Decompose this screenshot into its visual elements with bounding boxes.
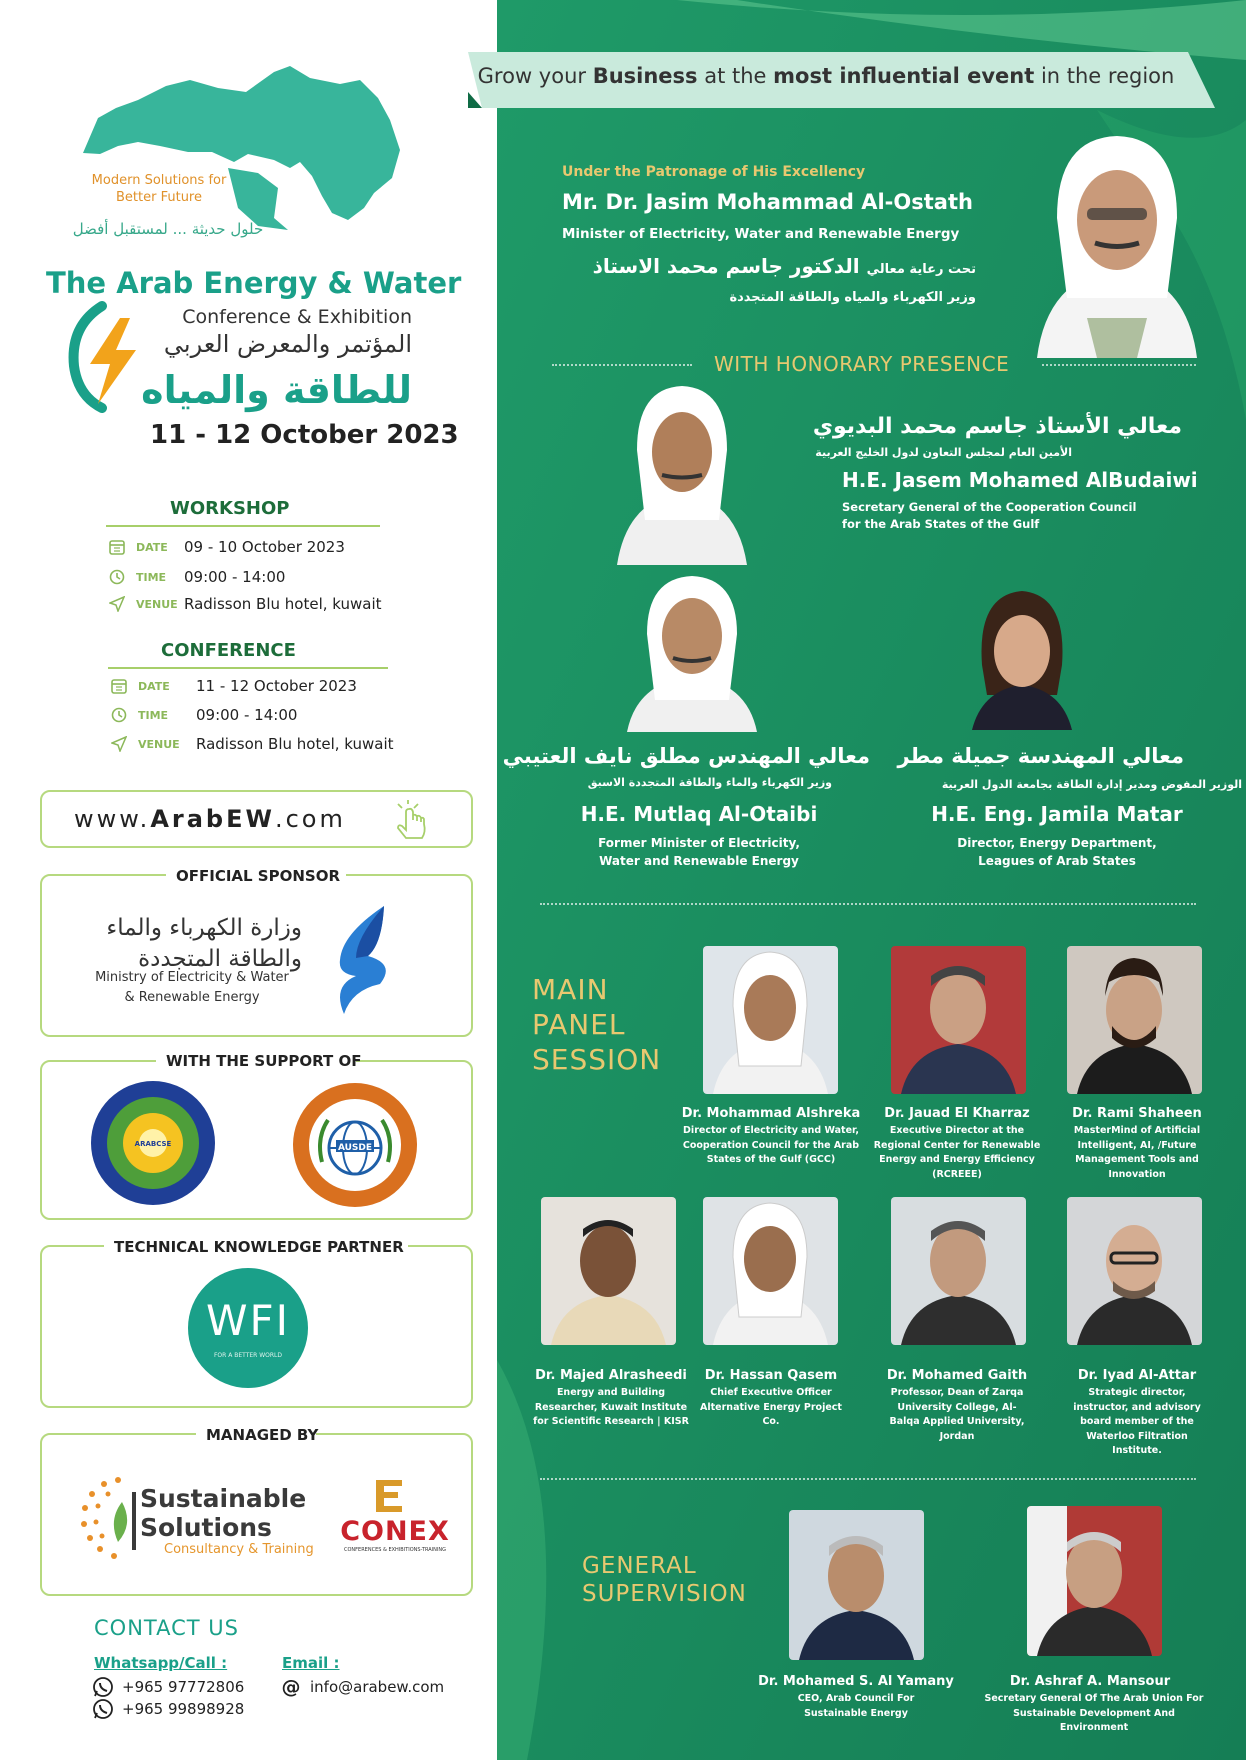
speaker-name: Dr. Mohamed Gaith: [886, 1368, 1028, 1383]
albudaiwi-role-line2: for the Arab States of the Gulf: [842, 517, 1040, 531]
workshop-date-label: DATE: [136, 540, 168, 554]
al-yamany-photo: [789, 1510, 924, 1660]
patron-role: Minister of Electricity, Water and Renewable Energy: [562, 226, 960, 242]
conference-date-row: [108, 674, 357, 698]
alotaibi-name: H.E. Mutlaq Al-Otaibi: [580, 802, 818, 826]
workshop-time-row: [106, 565, 285, 589]
ministry-name-arabic-line2: والطاقة المتجددة: [138, 946, 302, 972]
official-sponsor-title: OFFICIAL SPONSOR: [166, 867, 346, 885]
at-sign-icon: @: [281, 1676, 301, 1698]
patron-portrait: [1017, 128, 1217, 358]
alshreka-photo: [703, 946, 838, 1094]
sustainable-solutions-tagline: Consultancy & Training: [164, 1542, 314, 1557]
supervisor-role: CEO, Arab Council For Sustainable Energy: [797, 1693, 915, 1719]
el-kharraz-photo: [891, 946, 1026, 1094]
supervisor-name: Dr. Mohamed S. Al Yamany: [758, 1674, 954, 1689]
conference-heading: CONFERENCE: [161, 640, 296, 661]
matar-name-arabic: معالي المهندسة جميلة مطر: [897, 744, 1184, 768]
conex-logo-sub: CONFERENCES & EXHIBITIONS-TRAINING: [344, 1547, 446, 1553]
matar-role-line2: Leagues of Arab States: [978, 854, 1136, 868]
shaheen-photo: [1067, 946, 1202, 1094]
whatsapp-icon: [92, 1698, 114, 1720]
speaker-name: Dr. Iyad Al-Attar: [1077, 1368, 1197, 1383]
sustainable-solutions-logo: [78, 1472, 148, 1562]
hand-pointer-icon: [388, 798, 434, 844]
conference-venue-label: VENUE: [138, 737, 180, 751]
matar-role-arabic: الوزير المفوض ومدير إدارة الطاقة بجامعة الدول العربية: [941, 778, 1242, 791]
workshop-time-label: TIME: [136, 570, 167, 584]
albudaiwi-name: H.E. Jasem Mohamed AlBudaiwi: [842, 468, 1198, 492]
albudaiwi-name-arabic: معالي الأستاذ جاسم محمد البديوي: [812, 414, 1182, 439]
patron-role-arabic: وزير الكهرباء والمياه والطاقة المتجددة: [729, 290, 976, 305]
albudaiwi-role-line1: Secretary General of the Cooperation Council: [842, 500, 1137, 514]
patron-arabic-line: تحت رعاية معالي الدكتور جاسم محمد الاستاذ: [592, 254, 976, 278]
speaker-role: MasterMind of Artificial Intelligent, AI, /Future Management Tools and Innovation: [1073, 1125, 1201, 1180]
alotaibi-role-line1: Former Minister of Electricity,: [598, 836, 800, 850]
event-title-english: The Arab Energy & Water: [46, 266, 462, 300]
patron-intro: Under the Patronage of His Excellency: [562, 164, 866, 180]
clock-icon: [108, 706, 130, 724]
speaker-role: Strategic director, instructor, and advisory board member of the Waterloo Filtration Institute.: [1073, 1387, 1201, 1456]
event-dates: 11 - 12 October 2023: [150, 420, 459, 450]
alotaibi-role-arabic: وزير الكهرباء والماء والطاقة المتجددة الاسبق: [587, 776, 832, 789]
website-link[interactable]: www.ArabEW.com: [74, 805, 346, 833]
workshop-venue-row: [106, 592, 382, 616]
workshop-time-value: 09:00 - 14:00: [184, 568, 286, 586]
workshop-date-row: [106, 535, 345, 559]
patron-name: Mr. Dr. Jasim Mohammad Al-Ostath: [562, 190, 973, 214]
wfi-logo-text: WFI: [205, 1296, 291, 1345]
calendar-icon: [108, 677, 130, 695]
conference-date-value: 11 - 12 October 2023: [196, 677, 357, 695]
albudaiwi-role-arabic: الأمين العام لمجلس التعاون لدول الخليج العربية: [815, 446, 1072, 459]
alotaibi-portrait: [617, 572, 767, 732]
gaith-photo: [891, 1197, 1026, 1345]
arabcse-seal-logo: [90, 1080, 216, 1206]
speaker-name: Dr. Rami Shaheen: [1072, 1106, 1202, 1121]
honorary-divider-left: [552, 364, 692, 366]
ministry-logo-icon: [322, 904, 398, 1016]
matar-role-line1: Director, Energy Department,: [957, 836, 1157, 850]
arabcse-abbr: ARABCSE: [134, 1140, 172, 1148]
conference-time-row: [108, 703, 297, 727]
tagline-english: Modern Solutions for Better Future: [91, 173, 227, 205]
divider-main-panel: [540, 903, 1196, 905]
speaker-role: Professor, Dean of Zarqa University College, Al-Balqa Applied University, Jordan: [889, 1387, 1025, 1442]
alotaibi-name-arabic: معالي المهندس مطلق نايف العتيبي: [502, 744, 870, 768]
honorary-heading: WITH HONORARY PRESENCE: [714, 352, 1010, 376]
conference-date-label: DATE: [138, 679, 170, 693]
arab-world-map-logo: [78, 58, 408, 233]
support-title: WITH THE SUPPORT OF: [156, 1052, 356, 1070]
alrasheedi-photo: [541, 1197, 676, 1345]
location-arrow-icon: [106, 595, 128, 613]
managed-by-title: MANAGED BY: [196, 1426, 316, 1444]
technical-partner-title: TECHNICAL KNOWLEDGE PARTNER: [104, 1238, 408, 1256]
supervisor-name: Dr. Ashraf A. Mansour: [1009, 1674, 1171, 1689]
sustainable-solutions-name-line1: Sustainable: [140, 1484, 307, 1513]
clock-icon: [106, 568, 128, 586]
supervisor-role: Secretary General Of The Arab Union For Sustainable Development And Environment: [984, 1693, 1204, 1733]
workshop-heading: WORKSHOP: [170, 498, 290, 519]
event-title-arabic-line2: للطاقة والمياه: [141, 368, 412, 412]
workshop-date-value: 09 - 10 October 2023: [184, 538, 345, 556]
conference-venue-value: Radisson Blu hotel, kuwait: [196, 735, 394, 753]
conference-time-label: TIME: [138, 708, 169, 722]
ministry-name-arabic-line1: وزارة الكهرباء والماء: [106, 915, 302, 941]
email-label: Email :: [282, 1654, 340, 1672]
email-address[interactable]: info@arabew.com: [310, 1678, 445, 1696]
honorary-divider-right: [1042, 364, 1196, 366]
email-row[interactable]: [280, 1676, 444, 1698]
event-subtitle-english: Conference & Exhibition: [182, 306, 412, 328]
ministry-name-english: Ministry of Electricity & Water & Renewable Energy: [95, 970, 289, 1005]
alotaibi-role-line2: Water and Renewable Energy: [599, 854, 799, 868]
conex-logo-text: CONEX: [340, 1516, 450, 1547]
contact-title: CONTACT US: [94, 1616, 239, 1640]
speaker-name: Dr. Hassan Qasem: [704, 1368, 838, 1383]
workshop-divider: [106, 525, 380, 527]
speaker-role: Director of Electricity and Water, Cooperation Council for the Arab States of the Gulf (GCC): [682, 1125, 860, 1165]
banner-slogan: Grow your Business at the most influential event in the region: [477, 64, 1175, 88]
speaker-role: Chief Executive Officer Alternative Energy Project Co.: [700, 1387, 842, 1427]
whatsapp-icon: [92, 1676, 114, 1698]
mansour-photo: [1027, 1506, 1162, 1656]
conference-venue-row: [108, 732, 394, 756]
speaker-name: Dr. Majed Alrasheedi: [535, 1368, 687, 1383]
event-title-arabic-line1: المؤتمر والمعرض العربي: [163, 330, 412, 358]
workshop-venue-label: VENUE: [136, 597, 178, 611]
divider-supervision: [540, 1478, 1196, 1480]
conex-mark-icon: [374, 1478, 404, 1514]
ausde-abbr: AUSDE: [337, 1143, 373, 1153]
speaker-name: Dr. Mohammad Alshreka: [681, 1106, 861, 1121]
phone-1-row[interactable]: [92, 1676, 244, 1698]
speaker-name: Dr. Jauad El Kharraz: [884, 1106, 1030, 1121]
tagline-arabic: حلول حديثة ... لمستقبل أفضل: [72, 220, 264, 238]
matar-portrait: [967, 585, 1077, 730]
left-column: [0, 0, 497, 1760]
conference-divider: [108, 667, 388, 669]
workshop-venue-value: Radisson Blu hotel, kuwait: [184, 595, 382, 613]
wfi-logo-sub: FOR A BETTER WORLD: [213, 1352, 283, 1359]
conference-time-value: 09:00 - 14:00: [196, 706, 298, 724]
al-attar-photo: [1067, 1197, 1202, 1345]
matar-name: H.E. Eng. Jamila Matar: [931, 802, 1183, 826]
phone-1[interactable]: +965 97772806: [122, 1678, 245, 1696]
location-arrow-icon: [108, 735, 130, 753]
sustainable-solutions-name-line2: Solutions: [140, 1513, 272, 1542]
qasem-photo: [703, 1197, 838, 1345]
calendar-icon: [106, 538, 128, 556]
phone-label: Whatsapp/Call :: [94, 1654, 228, 1672]
supervision-heading: GENERAL SUPERVISION: [582, 1553, 747, 1607]
albudaiwi-portrait: [607, 380, 757, 565]
speaker-role: Energy and Building Researcher, Kuwait Institute for Scientific Research | KISR: [533, 1387, 689, 1427]
ausde-seal-logo: [292, 1082, 418, 1208]
main-panel-heading: MAIN PANEL SESSION: [532, 973, 662, 1076]
speaker-role: Executive Director at the Regional Center for Renewable Energy and Energy Efficiency (RCREEE): [873, 1125, 1041, 1180]
phone-2-row[interactable]: [92, 1698, 244, 1720]
phone-2[interactable]: +965 99898928: [122, 1700, 245, 1718]
